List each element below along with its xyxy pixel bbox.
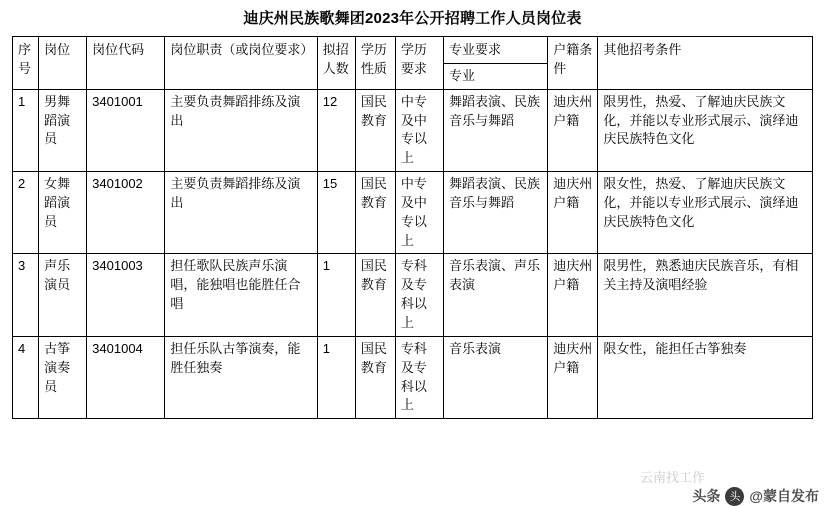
- watermark: [692, 486, 819, 506]
- cell-nature: 国民教育: [355, 172, 395, 254]
- cell-num: 1: [317, 254, 355, 336]
- cell-major: 舞蹈表演、民族音乐与舞蹈: [444, 172, 548, 254]
- page-title: 迪庆州民族歌舞团2023年公开招聘工作人员岗位表: [243, 10, 582, 27]
- table-row: [13, 254, 813, 336]
- cell-other: 限男性，熟悉迪庆民族音乐，有相关主持及演唱经验: [598, 254, 813, 336]
- cell-seq: 3: [13, 254, 39, 336]
- cell-household: 迪庆州户籍: [548, 336, 598, 418]
- header-major-group: 专业要求: [444, 37, 547, 64]
- cell-edu: 专科及专科以上: [395, 336, 443, 418]
- header-major-sub: 专业: [449, 67, 476, 83]
- header-other: 其他招考条件: [598, 37, 813, 90]
- cell-duty: 主要负责舞蹈排练及演出: [165, 172, 317, 254]
- cell-other: 限女性，能担任古筝独奏: [598, 336, 813, 418]
- cell-post: 古筝演奏员: [39, 336, 87, 418]
- header-seq: 序号: [13, 37, 39, 90]
- header-household: 户籍条件: [548, 37, 598, 90]
- table-header-row: [13, 37, 813, 90]
- cell-household: 迪庆州户籍: [548, 254, 598, 336]
- watermark-account: @蒙自发布: [749, 488, 819, 504]
- header-code: 岗位代码: [87, 37, 165, 90]
- cell-edu: 专科及专科以上: [395, 254, 443, 336]
- cell-code: 3401003: [87, 254, 165, 336]
- header-post: 岗位: [39, 37, 87, 90]
- cell-major: 舞蹈表演、民族音乐与舞蹈: [444, 89, 548, 171]
- table-row: [13, 336, 813, 418]
- cell-duty: 主要负责舞蹈排练及演出: [165, 89, 317, 171]
- cell-nature: 国民教育: [355, 336, 395, 418]
- table-row: [13, 172, 813, 254]
- cell-code: 3401002: [87, 172, 165, 254]
- cell-num: 15: [317, 172, 355, 254]
- cell-seq: 1: [13, 89, 39, 171]
- cell-nature: 国民教育: [355, 89, 395, 171]
- cell-duty: 担任乐队古筝演奏，能胜任独奏: [165, 336, 317, 418]
- cell-duty: 担任歌队民族声乐演唱，能独唱也能胜任合唱: [165, 254, 317, 336]
- cell-post: 女舞蹈演员: [39, 172, 87, 254]
- cell-post: 声乐演员: [39, 254, 87, 336]
- watermark-avatar-icon: 头: [725, 487, 744, 506]
- header-nature: 学历性质: [355, 37, 395, 90]
- cell-household: 迪庆州户籍: [548, 89, 598, 171]
- job-positions-table: [12, 36, 813, 419]
- cell-num: 1: [317, 336, 355, 418]
- cell-other: 限男性，热爱、了解迪庆民族文化，并能以专业形式展示、演绎迪庆民族特色文化: [598, 89, 813, 171]
- background-watermark-text: 云南找工作: [639, 470, 705, 485]
- cell-num: 12: [317, 89, 355, 171]
- watermark-platform: 头条: [692, 488, 721, 504]
- header-edu: 学历要求: [395, 37, 443, 90]
- cell-seq: 4: [13, 336, 39, 418]
- table-row: [13, 89, 813, 171]
- cell-nature: 国民教育: [355, 254, 395, 336]
- cell-other: 限女性，热爱、了解迪庆民族文化，并能以专业形式展示、演绎迪庆民族特色文化: [598, 172, 813, 254]
- cell-code: 3401004: [87, 336, 165, 418]
- header-num: 拟招人数: [317, 37, 355, 90]
- header-major: [444, 37, 548, 90]
- cell-major: 音乐表演、声乐表演: [444, 254, 548, 336]
- cell-edu: 中专及中专以上: [395, 172, 443, 254]
- header-duty: 岗位职责（或岗位要求）: [165, 37, 317, 90]
- cell-seq: 2: [13, 172, 39, 254]
- cell-code: 3401001: [87, 89, 165, 171]
- cell-edu: 中专及中专以上: [395, 89, 443, 171]
- cell-post: 男舞蹈演员: [39, 89, 87, 171]
- cell-major: 音乐表演: [444, 336, 548, 418]
- cell-household: 迪庆州户籍: [548, 172, 598, 254]
